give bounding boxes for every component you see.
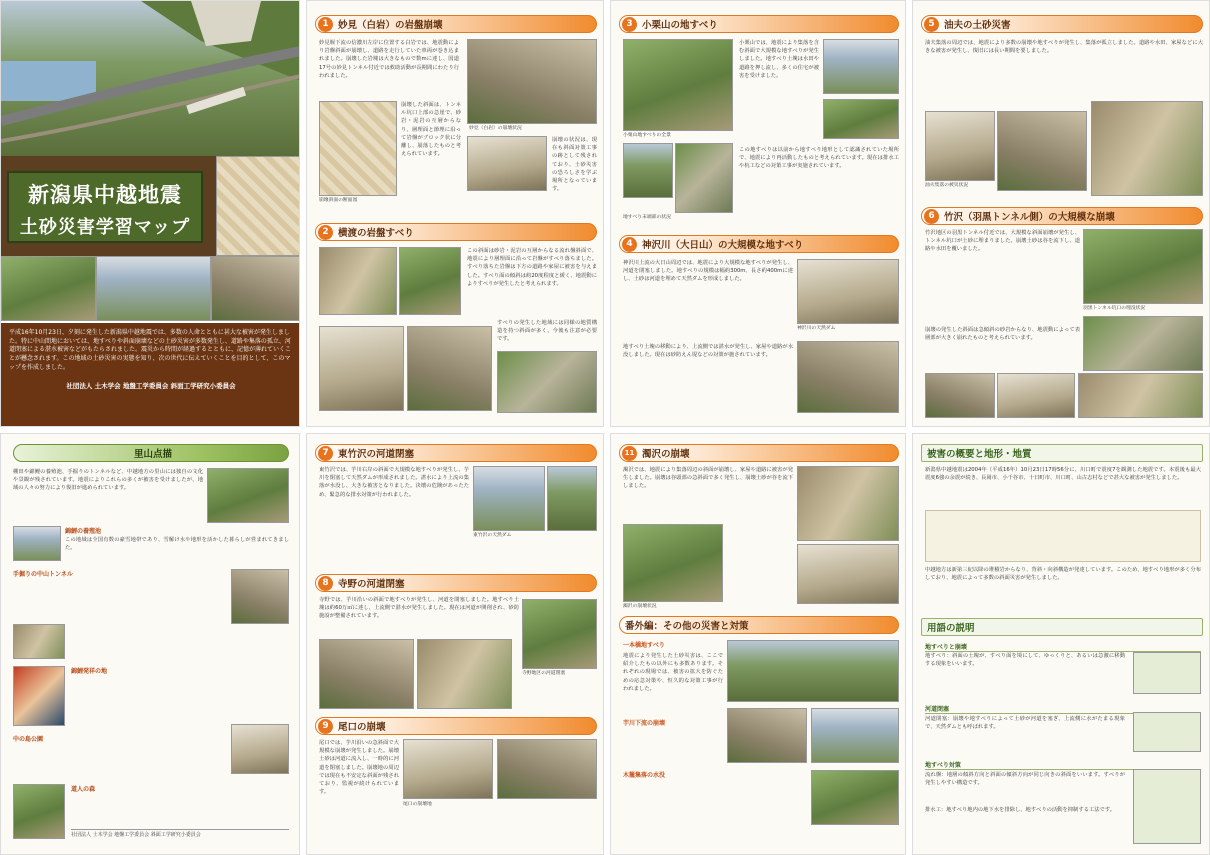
section-1-photo-road <box>467 136 547 191</box>
satoyama-photo-forest <box>13 784 65 839</box>
earthquake-data-box <box>925 510 1201 562</box>
cover-photo-railway <box>1 1 300 156</box>
section-7-caption-a: 東竹沢の天然ダム <box>473 533 512 538</box>
cover-photo-village <box>1 256 96 321</box>
section-2-photo-b <box>399 247 461 315</box>
glossary-figure-2 <box>1133 712 1201 752</box>
section-4-photo-b <box>797 341 899 413</box>
section-3-photo-e <box>823 99 899 139</box>
section-3-text-b: この地すべりは以前から地すべり地形として認識されていた場所で、地震により再活動したものと考えられています。現在は排水工や杭工などの対策工事が実施されています。 <box>739 147 899 170</box>
section-6-heading <box>921 207 1203 225</box>
page-satoyama <box>0 433 300 855</box>
cover-photo-terraces <box>96 256 211 321</box>
section-2-photo-a <box>319 247 397 315</box>
section-5-title: 油夫の土砂災害 <box>944 20 1011 31</box>
section-7-heading <box>315 444 597 462</box>
section-9-photo-b <box>497 739 597 799</box>
section-9-title: 尾口の崩壊 <box>338 722 386 733</box>
glossary-heading-2: 河道閉塞 <box>925 704 1201 714</box>
glossary-heading <box>921 618 1203 636</box>
section-5-photo-b <box>997 111 1087 191</box>
section-1-text-a: 妙見堰下流の信濃川左岸に位置する白岩では、地震動により岩盤斜面が崩壊し、道路を走行していた車両が巻き込まれました。崩壊した岩塊は大きなもので数mに達し、国道17号の妙見トンネル付近では救助活動が長期間にわたり行われました。 <box>319 40 459 79</box>
bangai-item-3: 木籠集落の水没 <box>623 772 666 779</box>
section-11-caption-a: 濁沢の崩壊状況 <box>623 604 657 609</box>
satoyama-footer-note: 社団法人 土木学会 地盤工学委員会 斜面工学研究小委員会 <box>71 829 289 849</box>
page-overview-glossary <box>912 433 1210 855</box>
cover-page <box>0 0 300 427</box>
section-3-title: 小栗山の地すべり <box>642 20 718 31</box>
section-3-text-a: 小栗山では、地震により集落を含む斜面で大規模な地すべりが発生しました。地すべり土塊は水田や道路を押し流し、多くの住宅が被害を受けました。 <box>739 40 819 79</box>
section-6-caption-a: 羽黒トンネル坑口の埋没状況 <box>1083 306 1146 311</box>
section-5-caption-a: 油夫集落の被災状況 <box>925 183 969 188</box>
satoyama-text-b: この地域は全国有数の豪雪地帯であり、雪解け水や地形を活かした暮らしが営まれてきました。 <box>65 537 289 552</box>
satoyama-photo-koi <box>13 666 65 726</box>
page-sections-1-2 <box>306 0 604 427</box>
glossary-text-a: 地すべり：斜面の土塊が、すべり面を境にして、ゆっくりと、あるいは急激に移動する現象をいいます。 <box>925 653 1125 668</box>
section-5-photo-c <box>1091 101 1203 196</box>
section-7-title: 東竹沢の河道閉塞 <box>338 449 415 460</box>
section-2-photo-e <box>497 351 597 413</box>
intro-panel <box>1 323 300 427</box>
location-map <box>216 156 300 256</box>
satoyama-photo-carp-pond <box>13 526 61 561</box>
section-6-photo-b <box>1083 316 1203 371</box>
section-11-heading <box>619 444 899 462</box>
bangai-photo-b <box>727 708 807 763</box>
section-6-photo-a <box>1083 229 1203 304</box>
bangai-text-a: 地震により発生した土砂災害は、ここで紹介したもの以外にも多数あります。それぞれの現場では、被害の拡大を防ぐための応急対策や、恒久的な対策工事が行われました。 <box>623 653 723 692</box>
section-4-title: 神沢川（大日山）の大規模な地すべり <box>642 240 804 251</box>
section-3-heading <box>619 15 899 33</box>
section-8-text-a: 寺野では、芋川沿いの斜面で地すべりが発生し、河道を閉塞しました。地すべり土塊は約60万㎥に達し、上流側で湛水が発生しました。現在は河道が開削され、砂防施設が整備されています。 <box>319 597 519 620</box>
section-3-photo-d <box>823 39 899 94</box>
cover-photo-illustration <box>1 1 300 156</box>
section-8-photo-a <box>319 639 414 709</box>
section-4-text-a: 神沢川上流の大日山周辺では、地震により大規模な地すべりが発生し、河道を閉塞しました。地すべりの規模は幅約300m、長さ約400mに達し、土砂は河道を埋めて天然ダムを形成しました。 <box>623 260 793 283</box>
page-sections-3-4 <box>610 0 906 427</box>
bangai-item-1: 一本橋地すべり <box>623 642 665 649</box>
section-1-photo <box>467 39 597 124</box>
section-2-number: 2 <box>318 225 333 240</box>
section-3-photo-a <box>623 39 733 131</box>
section-6-photo-e <box>1078 373 1203 418</box>
section-1-caption-b: 崩壊斜面の断面図 <box>319 198 358 203</box>
section-8-photo-c <box>522 599 597 669</box>
overview-text-a: 新潟県中越地震は2004年（平成16年）10月23日17時56分に、川口町で震度7を観測した地震です。本震後も最大震度6強の余震が続き、長岡市、小千谷市、十日町市、川口町、山古志村などで甚大な被害が発生しました。 <box>925 467 1201 482</box>
glossary-text-c: 流れ盤：地層の傾斜方向と斜面の傾斜方向が同じ向きの斜面をいいます。すべりが発生しやすい構造です。 <box>925 772 1125 787</box>
section-4-heading <box>619 235 899 253</box>
cover-title-box <box>7 171 203 243</box>
satoyama-photo-tunnel <box>231 569 289 624</box>
page-section-11-extra <box>610 433 906 855</box>
section-1-text-b: 崩壊した斜面は、トンネル坑口上部の急崖で、砂岩・泥岩の互層からなり、層理面と節理に沿って岩盤がブロック状に分離し、崩落したものと考えられています。 <box>401 102 461 158</box>
satoyama-item-3: 錦鯉発祥の地 <box>71 668 108 675</box>
section-9-heading <box>315 717 597 735</box>
section-8-title: 寺野の河道閉塞 <box>338 579 405 590</box>
section-9-text-a: 尾口では、芋川沿いの急斜面で大規模な崩壊が発生しました。崩壊土砂は河道に流入し、一時的に河道を閉塞しました。崩壊地の周辺では現在も不安定な斜面が残されており、監視が続けられています。 <box>319 740 399 796</box>
section-11-photo-b <box>797 466 899 541</box>
bangai-heading <box>619 616 899 634</box>
section-7-text-a: 東竹沢では、芋川右岸の斜面で大規模な地すべりが発生し、芋川を閉塞して天然ダムが形成されました。湛水により上流の集落が水没し、大きな被害となりました。決壊の危険があったため、緊急的な排水対策が行われました。 <box>319 467 469 498</box>
section-2-text-b: すべりの発生した地域には同様の地質構造を持つ斜面が多く、今後も注意が必要です。 <box>497 320 597 343</box>
section-2-title: 横渡の岩盤すべり <box>338 228 414 239</box>
bangai-photo-d <box>811 770 899 825</box>
satoyama-heading <box>13 444 289 462</box>
section-6-photo-c <box>925 373 995 418</box>
section-9-number: 9 <box>318 719 333 734</box>
section-7-photo-b <box>547 466 597 531</box>
section-5-heading <box>921 15 1203 33</box>
section-6-title: 竹沢（羽黒トンネル側）の大規模な崩壊 <box>944 212 1115 223</box>
section-3-number: 3 <box>622 17 637 32</box>
section-8-photo-b <box>417 639 512 709</box>
section-3-photo-c <box>675 143 733 213</box>
section-1-caption-a: 妙見（白岩）の崩壊状況 <box>469 126 522 131</box>
page-sections-5-6 <box>912 0 1210 427</box>
satoyama-item-5: 道人の森 <box>71 786 96 793</box>
section-11-number: 11 <box>622 446 637 461</box>
section-8-heading <box>315 574 597 592</box>
section-1-number: 1 <box>318 17 333 32</box>
section-6-text-b: 崩壊の発生した斜面は急傾斜の砂岩からなり、地震動によって表層部が大きく崩れたものと考えられています。 <box>925 327 1080 342</box>
overview-text-b: 中越地方は新第三紀以降の堆積岩からなり、背斜・向斜構造が発達しています。このため、地すべり地形が多く分布しており、地震によって多数の斜面災害が発生しました。 <box>925 567 1201 582</box>
satoyama-item-1: 錦鯉の養殖池 <box>65 528 102 535</box>
section-2-photo-d <box>407 326 492 411</box>
glossary-heading-3: 地すべり対策 <box>925 760 1201 770</box>
satoyama-photo-park <box>231 724 289 774</box>
satoyama-item-2: 手掘りの中山トンネル <box>13 571 73 578</box>
section-1-cross-section <box>319 101 397 196</box>
section-11-title: 濁沢の崩壊 <box>642 449 690 460</box>
bangai-photo-c <box>811 708 899 763</box>
glossary-heading-1: 地すべりと崩壊 <box>925 642 1201 652</box>
section-2-heading <box>315 223 597 241</box>
bangai-title: 番外編：その他の災害と対策 <box>625 621 749 632</box>
intro-text: 平成16年10月23日、夕刻に発生した新潟県中越地震では、多数の人命とともに甚大な被害が発生しました。特に中山間地においては、地すべりや斜面崩壊などの土砂災害が多数発生し、道路や集落の孤立、河道閉塞による湛水被害などがもたらされました。震災から時間が経過するとともに、記憶が薄れていくことが懸念されます。この地域の土砂災害の実態を知り、次の世代に伝えていくことを目的として、このマップを作成しました。 <box>9 329 292 371</box>
section-5-photo-a <box>925 111 995 181</box>
satoyama-photo-tunnel-inside <box>13 624 65 659</box>
glossary-figure-3 <box>1133 769 1201 844</box>
section-6-photo-d <box>997 373 1075 418</box>
section-6-number: 6 <box>924 209 939 224</box>
cover-title-line2: 土砂災害学習マップ <box>19 217 191 238</box>
bangai-item-2: 芋川下流の崩壊 <box>623 720 666 727</box>
overview-heading <box>921 444 1203 462</box>
satoyama-title: 里山点描 <box>134 449 173 460</box>
glossary-text-d: 排水工：地すべり地内の地下水を排除し、地すべりの活動を抑制する工法です。 <box>925 807 1116 813</box>
section-11-text-a: 濁沢では、地震により集落周辺の斜面が崩壊し、家屋や道路に被害が発生しました。崩壊は谷頭部の急斜面で多く発生し、崩壊土砂が谷を流下しました。 <box>623 467 793 490</box>
glossary-title: 用語の説明 <box>927 623 975 634</box>
overview-title: 被害の概要と地形・地質 <box>927 449 1032 460</box>
section-9-caption-a: 尾口の崩壊地 <box>403 802 432 807</box>
section-4-caption-a: 神沢川の天然ダム <box>797 326 836 331</box>
section-2-photo-c <box>319 326 404 411</box>
section-8-caption-a: 寺野地区の河道閉塞 <box>522 671 566 676</box>
section-6-text-a: 竹沢地区の羽黒トンネル付近では、大規模な斜面崩壊が発生し、トンネル坑口が土砂に埋まりました。崩壊土砂は谷を流下し、道路や水田を覆いました。 <box>925 230 1080 253</box>
section-11-photo-c <box>797 544 899 604</box>
section-1-title: 妙見（白岩）の岩盤崩壊 <box>338 20 443 31</box>
section-3-caption-a: 小栗山地すべりの全景 <box>623 133 671 138</box>
section-3-caption-b: 地すべり末端部の状況 <box>623 215 671 220</box>
section-9-photo-a <box>403 739 493 799</box>
cover-title-line1: 新潟県中越地震 <box>28 182 182 207</box>
glossary-figure-1 <box>1133 652 1201 694</box>
section-1-heading <box>315 15 597 33</box>
section-8-number: 8 <box>318 576 333 591</box>
section-2-text-a: この斜面は砂岩・泥岩の互層からなる流れ盤斜面で、地震により層理面に沿って岩盤がすべり落ちました。すべり落ちた岩盤は下方の道路や家屋に被害を与えました。すべり面の傾斜は約20度程度と緩く、地震動によりすべりが発生したと考えられます。 <box>467 248 597 287</box>
satoyama-item-4: 中の島公園 <box>13 736 44 743</box>
page-sections-7-8-9 <box>306 433 604 855</box>
section-5-number: 5 <box>924 17 939 32</box>
section-1-text-c: 崩壊の状況は、現在も斜面対策工事の跡として残されており、土砂災害の恐ろしさを学ぶ場所となっています。 <box>552 137 597 193</box>
section-11-photo-a <box>623 524 723 602</box>
publisher-name: 社団法人 土木学会 地盤工学委員会 斜面工学研究小委員会 <box>66 382 236 391</box>
satoyama-text-a: 棚田や錦鯉の養殖池、手掘りのトンネルなど、中越地方の里山には独自の文化や景観が残されています。地震によりこれらの多くが被害を受けましたが、地域の人々の努力により復旧が進められています。 <box>13 469 203 492</box>
section-7-number: 7 <box>318 446 333 461</box>
section-4-text-b: 地すべり土塊の移動により、上流側では湛水が発生し、家屋や道路が水没しました。現在は砂防えん堤などの対策が施されています。 <box>623 344 793 359</box>
section-4-number: 4 <box>622 237 637 252</box>
section-7-photo-a <box>473 466 545 531</box>
section-5-text-a: 油夫集落の周辺では、地震により多数の崩壊や地すべりが発生し、集落が孤立しました。道路や水田、家屋などに大きな被害が発生し、復旧には長い期間を要しました。 <box>925 40 1203 55</box>
satoyama-photo-terrace <box>207 468 289 523</box>
glossary-text-b: 河道閉塞：崩壊や地すべりによって土砂が河道を塞ぎ、上流側に水がたまる現象で、天然ダムとも呼ばれます。 <box>925 716 1125 731</box>
section-3-photo-b <box>623 143 673 198</box>
cover-photo-landslide <box>211 256 300 321</box>
section-4-photo-a <box>797 259 899 324</box>
bangai-photo-a <box>727 640 899 702</box>
